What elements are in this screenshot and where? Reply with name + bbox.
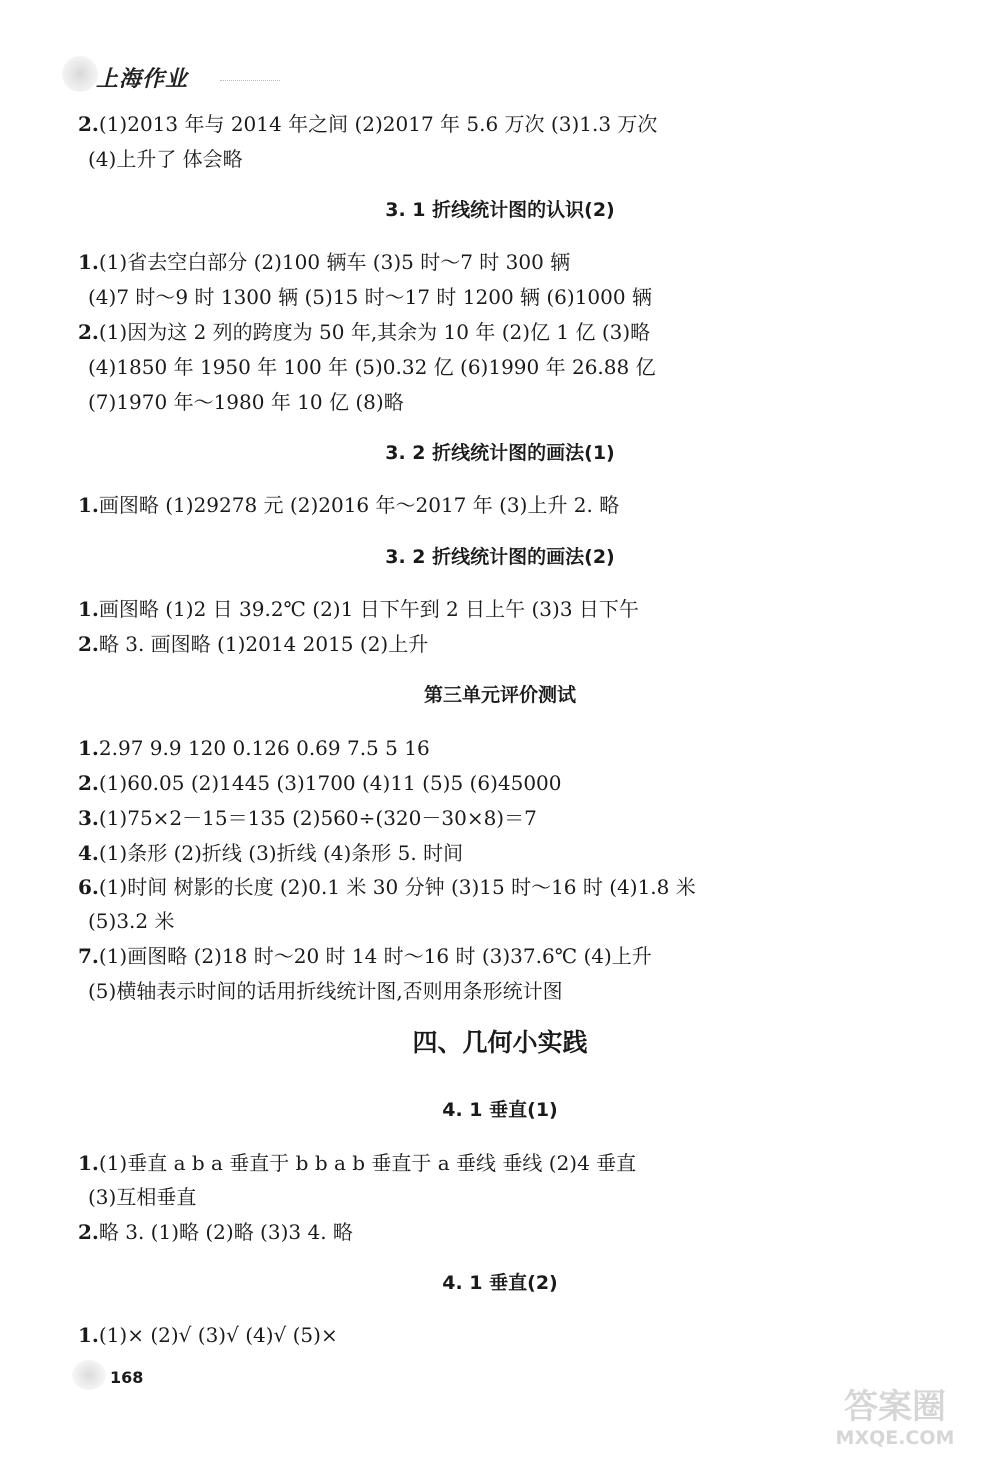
section-heading-unit3-test: 第三单元评价测试 bbox=[423, 684, 576, 706]
answer-line-2: (4)上升了 体会略 bbox=[88, 147, 243, 171]
section-heading-3-2-2: 3. 2 折线统计图的画法(2) bbox=[385, 546, 615, 568]
header-logo: 上海作业 bbox=[96, 67, 189, 92]
page-number: 168 bbox=[110, 1368, 144, 1387]
header-divider bbox=[220, 80, 280, 81]
answer-line-19: 1.(1)垂直 a b a 垂直于 b b a b 垂直于 a 垂线 垂线 (2)4 垂直 bbox=[78, 1151, 637, 1175]
answer-line-5: 2.(1)因为这 2 列的跨度为 50 年,其余为 10 年 (2)亿 1 亿 (3)略 bbox=[78, 320, 651, 344]
answer-line-3: 1.(1)省去空白部分 (2)100 辆车 (3)5 时～7 时 300 辆 bbox=[78, 250, 571, 274]
answer-line-9: 1.画图略 (1)2 日 39.2℃ (2)1 日下午到 2 日上午 (3)3 日下午 bbox=[78, 597, 639, 621]
logo-decoration bbox=[62, 56, 98, 92]
answer-line-20: (3)互相垂直 bbox=[88, 1185, 197, 1209]
answer-line-17: 7.(1)画图略 (2)18 时～20 时 14 时～16 时 (3)37.6℃ (4)上升 bbox=[78, 944, 652, 968]
watermark-logo bbox=[800, 1380, 990, 1450]
answer-line-1: 2.(1)2013 年与 2014 年之间 (2)2017 年 5.6 万次 (3)1.3 万次 bbox=[78, 112, 658, 136]
answer-line-12: 2.(1)60.05 (2)1445 (3)1700 (4)11 (5)5 (6)45000 bbox=[78, 771, 562, 795]
answer-line-21: 2.略 3. (1)略 (2)略 (3)3 4. 略 bbox=[78, 1220, 353, 1244]
answer-line-15: 6.(1)时间 树影的长度 (2)0.1 米 30 分钟 (3)15 时～16 时 (4)1.8 米 bbox=[78, 875, 696, 899]
answer-line-10: 2.略 3. 画图略 (1)2014 2015 (2)上升 bbox=[78, 632, 429, 656]
watermark-url: MXQE.COM bbox=[835, 1427, 955, 1449]
answer-line-11: 1.2.97 9.9 120 0.126 0.69 7.5 5 16 bbox=[78, 736, 430, 760]
section-heading-4-1-2: 4. 1 垂直(2) bbox=[442, 1272, 558, 1294]
answer-line-4: (4)7 时～9 时 1300 辆 (5)15 时～17 时 1200 辆 (6)1000 辆 bbox=[88, 285, 652, 309]
section-heading-3-1-2: 3. 1 折线统计图的认识(2) bbox=[385, 199, 615, 221]
watermark-title: 答案圈 bbox=[844, 1387, 946, 1427]
answer-line-7: (7)1970 年～1980 年 10 亿 (8)略 bbox=[88, 390, 404, 414]
answer-line-6: (4)1850 年 1950 年 100 年 (5)0.32 亿 (6)1990 年 26.88 亿 bbox=[88, 355, 656, 379]
answer-line-18: (5)横轴表示时间的话用折线统计图,否则用条形统计图 bbox=[88, 979, 563, 1003]
answer-line-13: 3.(1)75×2－15＝135 (2)560÷(320－30×8)＝7 bbox=[78, 806, 537, 830]
answer-line-8: 1.画图略 (1)29278 元 (2)2016 年～2017 年 (3)上升 2. 略 bbox=[78, 493, 620, 517]
answer-line-14: 4.(1)条形 (2)折线 (3)折线 (4)条形 5. 时间 bbox=[78, 841, 464, 865]
chapter-heading-4: 四、几何小实践 bbox=[412, 1028, 588, 1057]
section-heading-4-1-1: 4. 1 垂直(1) bbox=[442, 1099, 558, 1121]
page-number-decoration bbox=[72, 1360, 106, 1390]
section-heading-3-2-1: 3. 2 折线统计图的画法(1) bbox=[385, 442, 615, 464]
answer-line-22: 1.(1)× (2)√ (3)√ (4)√ (5)× bbox=[78, 1323, 338, 1347]
answer-line-16: (5)3.2 米 bbox=[88, 909, 175, 933]
